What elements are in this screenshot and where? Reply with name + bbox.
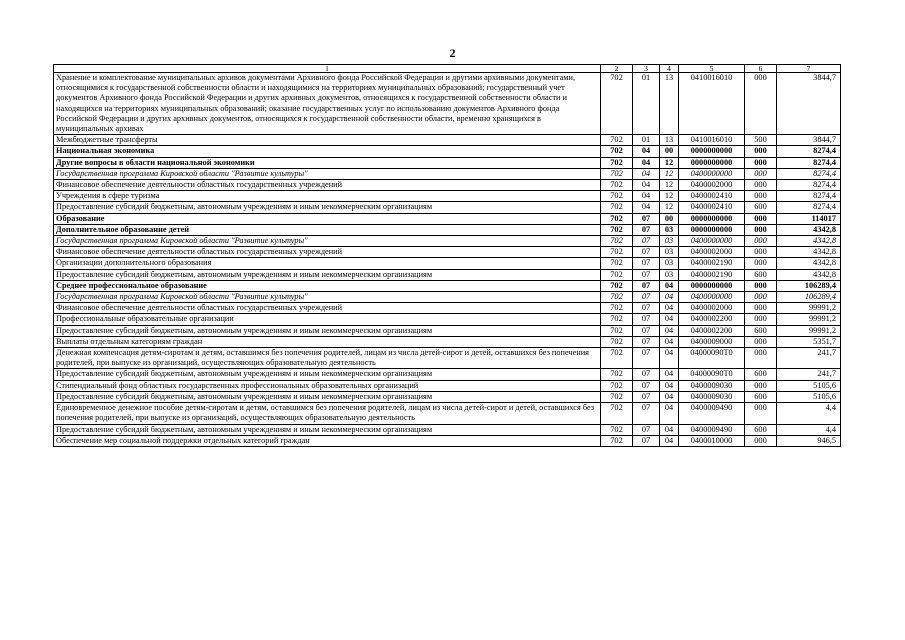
cell-ministry-code: 702 — [601, 435, 633, 446]
cell-expense-type: 000 — [745, 146, 777, 157]
cell-target-article: 0400009490 — [679, 424, 745, 435]
cell-amount: 3844,7 — [777, 135, 841, 146]
cell-ministry-code: 702 — [601, 236, 633, 247]
header-col-6: 6 — [745, 65, 777, 73]
cell-subsection-code: 03 — [660, 247, 679, 258]
table-row — [54, 247, 841, 258]
row-description: Государственная программа Кировской области "Развитие культуры" — [54, 236, 601, 247]
row-description: Государственная программа Кировской области "Развитие культуры" — [54, 168, 601, 179]
cell-expense-type: 000 — [745, 236, 777, 247]
cell-amount: 4342,8 — [777, 247, 841, 258]
header-col-2: 2 — [601, 65, 633, 73]
table-body — [54, 73, 841, 447]
cell-subsection-code: 04 — [660, 424, 679, 435]
cell-target-article: 04000090Т0 — [679, 369, 745, 380]
cell-amount: 946,5 — [777, 435, 841, 446]
cell-section-code: 07 — [633, 236, 660, 247]
cell-subsection-code: 04 — [660, 336, 679, 347]
header-col-4: 4 — [660, 65, 679, 73]
cell-section-code: 07 — [633, 224, 660, 235]
cell-subsection-code: 04 — [660, 292, 679, 303]
cell-target-article: 0400002410 — [679, 191, 745, 202]
cell-subsection-code: 12 — [660, 191, 679, 202]
cell-ministry-code: 702 — [601, 336, 633, 347]
header-col-7: 7 — [777, 65, 841, 73]
cell-amount: 4342,8 — [777, 236, 841, 247]
header-col-1: 1 — [54, 65, 601, 73]
cell-subsection-code: 04 — [660, 303, 679, 314]
budget-table — [53, 64, 841, 447]
cell-ministry-code: 702 — [601, 146, 633, 157]
cell-target-article: 0400002200 — [679, 325, 745, 336]
cell-expense-type: 000 — [745, 314, 777, 325]
table-row — [54, 303, 841, 314]
cell-target-article: 0000000000 — [679, 213, 745, 224]
cell-subsection-code: 03 — [660, 224, 679, 235]
table-row — [54, 135, 841, 146]
cell-target-article: 04000090Т0 — [679, 348, 745, 369]
cell-subsection-code: 03 — [660, 236, 679, 247]
table-row — [54, 292, 841, 303]
cell-target-article: 0400002410 — [679, 202, 745, 213]
row-description: Хранение и комплектование муниципальных архивов документами Архивного фонда Российской Федерации и другими архивными документами, относящимися к государственной собственности области и находящимися на территориях муниципальных образований; государственный учет документов Архивного фонда Российской Федерации и других архивных документов, относящихся к государственной собственности области и находящихся на территориях муниципальных образований; оказание государственных услуг по использованию документов Архивного фонда Российской Федерации и других архивных документов, относящихся к государственной собственности области, временно хранящихся в муниципальных архивах — [54, 73, 601, 135]
cell-amount: 8274,4 — [777, 157, 841, 168]
cell-subsection-code: 04 — [660, 391, 679, 402]
cell-section-code: 07 — [633, 292, 660, 303]
cell-ministry-code: 702 — [601, 325, 633, 336]
cell-target-article: 0400009030 — [679, 380, 745, 391]
cell-expense-type: 000 — [745, 403, 777, 424]
cell-target-article: 0000000000 — [679, 157, 745, 168]
header-col-3: 3 — [633, 65, 660, 73]
row-description: Финансовое обеспечение деятельности областных государственных учреждений — [54, 303, 601, 314]
cell-expense-type: 600 — [745, 202, 777, 213]
cell-target-article: 0400002000 — [679, 303, 745, 314]
header-col-5: 5 — [679, 65, 745, 73]
cell-target-article: 0400002190 — [679, 258, 745, 269]
cell-ministry-code: 702 — [601, 348, 633, 369]
cell-ministry-code: 702 — [601, 202, 633, 213]
cell-subsection-code: 04 — [660, 280, 679, 291]
cell-section-code: 04 — [633, 202, 660, 213]
cell-target-article: 0400002190 — [679, 269, 745, 280]
cell-subsection-code: 12 — [660, 180, 679, 191]
cell-amount: 106289,4 — [777, 292, 841, 303]
table-row — [54, 202, 841, 213]
cell-subsection-code: 12 — [660, 157, 679, 168]
row-description: Дополнительное образование детей — [54, 224, 601, 235]
cell-ministry-code: 702 — [601, 314, 633, 325]
cell-amount: 4342,8 — [777, 258, 841, 269]
cell-ministry-code: 702 — [601, 180, 633, 191]
table-row — [54, 391, 841, 402]
table-row — [54, 213, 841, 224]
cell-expense-type: 000 — [745, 348, 777, 369]
table-row — [54, 157, 841, 168]
cell-subsection-code: 00 — [660, 213, 679, 224]
cell-target-article: 0000000000 — [679, 146, 745, 157]
cell-ministry-code: 702 — [601, 168, 633, 179]
cell-subsection-code: 12 — [660, 168, 679, 179]
cell-amount: 5351,7 — [777, 336, 841, 347]
table-row — [54, 314, 841, 325]
cell-expense-type: 000 — [745, 168, 777, 179]
cell-ministry-code: 702 — [601, 157, 633, 168]
cell-ministry-code: 702 — [601, 424, 633, 435]
table-row — [54, 146, 841, 157]
table-row — [54, 369, 841, 380]
cell-amount: 241,7 — [777, 369, 841, 380]
cell-amount: 114017 — [777, 213, 841, 224]
cell-ministry-code: 702 — [601, 403, 633, 424]
cell-amount: 8274,4 — [777, 202, 841, 213]
cell-ministry-code: 702 — [601, 391, 633, 402]
row-description: Обеспечение мер социальной поддержки отдельных категорий граждан — [54, 435, 601, 446]
cell-subsection-code: 04 — [660, 403, 679, 424]
row-description: Выплаты отдельным категориям граждан — [54, 336, 601, 347]
table-row — [54, 403, 841, 424]
cell-ministry-code: 702 — [601, 258, 633, 269]
cell-ministry-code: 702 — [601, 269, 633, 280]
row-description: Межбюджетные трансферты — [54, 135, 601, 146]
table-row — [54, 191, 841, 202]
cell-target-article: 0400000000 — [679, 292, 745, 303]
row-description: Предоставление субсидий бюджетным, автономным учреждениям и иным некоммерческим организациям — [54, 369, 601, 380]
cell-ministry-code: 702 — [601, 292, 633, 303]
cell-ministry-code: 702 — [601, 191, 633, 202]
cell-expense-type: 000 — [745, 180, 777, 191]
row-description: Финансовое обеспечение деятельности областных государственных учреждений — [54, 247, 601, 258]
cell-amount: 5105,6 — [777, 391, 841, 402]
table-header-row — [54, 65, 841, 73]
cell-amount: 241,7 — [777, 348, 841, 369]
cell-subsection-code: 04 — [660, 369, 679, 380]
cell-target-article: 0400010000 — [679, 435, 745, 446]
table-row — [54, 168, 841, 179]
row-description: Образование — [54, 213, 601, 224]
cell-ministry-code: 702 — [601, 135, 633, 146]
cell-ministry-code: 702 — [601, 369, 633, 380]
cell-amount: 3844,7 — [777, 73, 841, 135]
row-description: Предоставление субсидий бюджетным, автономным учреждениям и иным некоммерческим организациям — [54, 202, 601, 213]
cell-subsection-code: 03 — [660, 269, 679, 280]
cell-section-code: 07 — [633, 336, 660, 347]
cell-amount: 99991,2 — [777, 303, 841, 314]
cell-section-code: 04 — [633, 146, 660, 157]
table-row — [54, 280, 841, 291]
cell-expense-type: 600 — [745, 269, 777, 280]
cell-amount: 4,4 — [777, 424, 841, 435]
cell-section-code: 07 — [633, 314, 660, 325]
cell-section-code: 04 — [633, 191, 660, 202]
cell-expense-type: 000 — [745, 157, 777, 168]
row-description: Стипендиальный фонд областных государственных профессиональных образовательных организаций — [54, 380, 601, 391]
cell-target-article: 0400002000 — [679, 180, 745, 191]
row-description: Предоставление субсидий бюджетным, автономным учреждениям и иным некоммерческим организациям — [54, 391, 601, 402]
cell-subsection-code: 04 — [660, 380, 679, 391]
cell-target-article: 0000000000 — [679, 280, 745, 291]
row-description: Организации дополнительного образования — [54, 258, 601, 269]
cell-expense-type: 000 — [745, 191, 777, 202]
cell-subsection-code: 04 — [660, 314, 679, 325]
cell-expense-type: 600 — [745, 325, 777, 336]
cell-amount: 4,4 — [777, 403, 841, 424]
cell-section-code: 07 — [633, 303, 660, 314]
cell-section-code: 07 — [633, 380, 660, 391]
cell-expense-type: 600 — [745, 391, 777, 402]
cell-section-code: 07 — [633, 280, 660, 291]
cell-expense-type: 600 — [745, 424, 777, 435]
cell-amount: 4342,8 — [777, 224, 841, 235]
table-row — [54, 258, 841, 269]
cell-section-code: 07 — [633, 369, 660, 380]
cell-section-code: 07 — [633, 247, 660, 258]
table-row — [54, 380, 841, 391]
row-description: Предоставление субсидий бюджетным, автономным учреждениям и иным некоммерческим организациям — [54, 424, 601, 435]
cell-section-code: 04 — [633, 168, 660, 179]
row-description: Единовременное денежное пособие детям-сиротам и детям, оставшимся без попечения родителей, лицам из числа детей-сирот и детей, оставшихся без попечения родителей, при выпуске из организаций, осуществляющих образовательную деятельность — [54, 403, 601, 424]
table-row — [54, 435, 841, 446]
table-row — [54, 348, 841, 369]
cell-section-code: 04 — [633, 180, 660, 191]
cell-expense-type: 600 — [745, 369, 777, 380]
cell-expense-type: 000 — [745, 435, 777, 446]
cell-expense-type: 000 — [745, 303, 777, 314]
cell-expense-type: 000 — [745, 224, 777, 235]
cell-ministry-code: 702 — [601, 380, 633, 391]
cell-subsection-code: 03 — [660, 258, 679, 269]
cell-amount: 99991,2 — [777, 325, 841, 336]
cell-section-code: 07 — [633, 391, 660, 402]
cell-subsection-code: 13 — [660, 73, 679, 135]
cell-subsection-code: 04 — [660, 325, 679, 336]
row-description: Профессиональные образовательные организации — [54, 314, 601, 325]
cell-section-code: 07 — [633, 424, 660, 435]
table-row — [54, 180, 841, 191]
cell-amount: 99991,2 — [777, 314, 841, 325]
cell-subsection-code: 13 — [660, 135, 679, 146]
cell-expense-type: 000 — [745, 73, 777, 135]
table-row — [54, 73, 841, 135]
row-description: Финансовое обеспечение деятельности областных государственных учреждений — [54, 180, 601, 191]
cell-expense-type: 000 — [745, 292, 777, 303]
row-description: Предоставление субсидий бюджетным, автономным учреждениям и иным некоммерческим организациям — [54, 325, 601, 336]
cell-amount: 4342,8 — [777, 269, 841, 280]
page-number: 2 — [449, 46, 456, 60]
cell-subsection-code: 04 — [660, 348, 679, 369]
cell-ministry-code: 702 — [601, 213, 633, 224]
cell-section-code: 04 — [633, 157, 660, 168]
cell-target-article: 0400009000 — [679, 336, 745, 347]
cell-expense-type: 500 — [745, 135, 777, 146]
cell-target-article: 0000000000 — [679, 224, 745, 235]
cell-subsection-code: 12 — [660, 202, 679, 213]
cell-section-code: 07 — [633, 325, 660, 336]
cell-amount: 8274,4 — [777, 168, 841, 179]
cell-amount: 5105,6 — [777, 380, 841, 391]
row-description: Государственная программа Кировской области "Развитие культуры" — [54, 292, 601, 303]
cell-section-code: 07 — [633, 213, 660, 224]
cell-ministry-code: 702 — [601, 73, 633, 135]
cell-target-article: 0400009030 — [679, 391, 745, 402]
table-row — [54, 424, 841, 435]
table-row — [54, 236, 841, 247]
row-description: Национальная экономика — [54, 146, 601, 157]
row-description: Другие вопросы в области национальной экономики — [54, 157, 601, 168]
cell-ministry-code: 702 — [601, 224, 633, 235]
cell-target-article: 0400000000 — [679, 168, 745, 179]
row-description: Учреждения в сфере туризма — [54, 191, 601, 202]
cell-section-code: 07 — [633, 269, 660, 280]
cell-amount: 8274,4 — [777, 180, 841, 191]
table-row — [54, 325, 841, 336]
table-row — [54, 224, 841, 235]
cell-target-article: 0400000000 — [679, 236, 745, 247]
cell-expense-type: 000 — [745, 213, 777, 224]
row-description: Предоставление субсидий бюджетным, автономным учреждениям и иным некоммерческим организациям — [54, 269, 601, 280]
cell-target-article: 0400009490 — [679, 403, 745, 424]
cell-section-code: 07 — [633, 403, 660, 424]
cell-amount: 8274,4 — [777, 146, 841, 157]
cell-section-code: 07 — [633, 435, 660, 446]
cell-section-code: 01 — [633, 73, 660, 135]
cell-section-code: 01 — [633, 135, 660, 146]
cell-section-code: 07 — [633, 348, 660, 369]
cell-expense-type: 000 — [745, 336, 777, 347]
cell-expense-type: 000 — [745, 258, 777, 269]
row-description: Денежная компенсация детям-сиротам и детям, оставшимся без попечения родителей, лицам из числа детей-сирот и детей, оставшихся без попечения родителей, при выпуске из организаций, осуществляющих образовательную деятельность — [54, 348, 601, 369]
table-row — [54, 336, 841, 347]
cell-target-article: 0410016010 — [679, 135, 745, 146]
cell-target-article: 0410016010 — [679, 73, 745, 135]
cell-expense-type: 000 — [745, 380, 777, 391]
table-row — [54, 269, 841, 280]
cell-expense-type: 000 — [745, 247, 777, 258]
cell-target-article: 0400002200 — [679, 314, 745, 325]
cell-amount: 106289,4 — [777, 280, 841, 291]
cell-section-code: 07 — [633, 258, 660, 269]
cell-ministry-code: 702 — [601, 280, 633, 291]
cell-target-article: 0400002000 — [679, 247, 745, 258]
cell-ministry-code: 702 — [601, 247, 633, 258]
row-description: Среднее профессиональное образование — [54, 280, 601, 291]
cell-amount: 8274,4 — [777, 191, 841, 202]
cell-subsection-code: 04 — [660, 435, 679, 446]
cell-expense-type: 000 — [745, 280, 777, 291]
cell-ministry-code: 702 — [601, 303, 633, 314]
cell-subsection-code: 00 — [660, 146, 679, 157]
